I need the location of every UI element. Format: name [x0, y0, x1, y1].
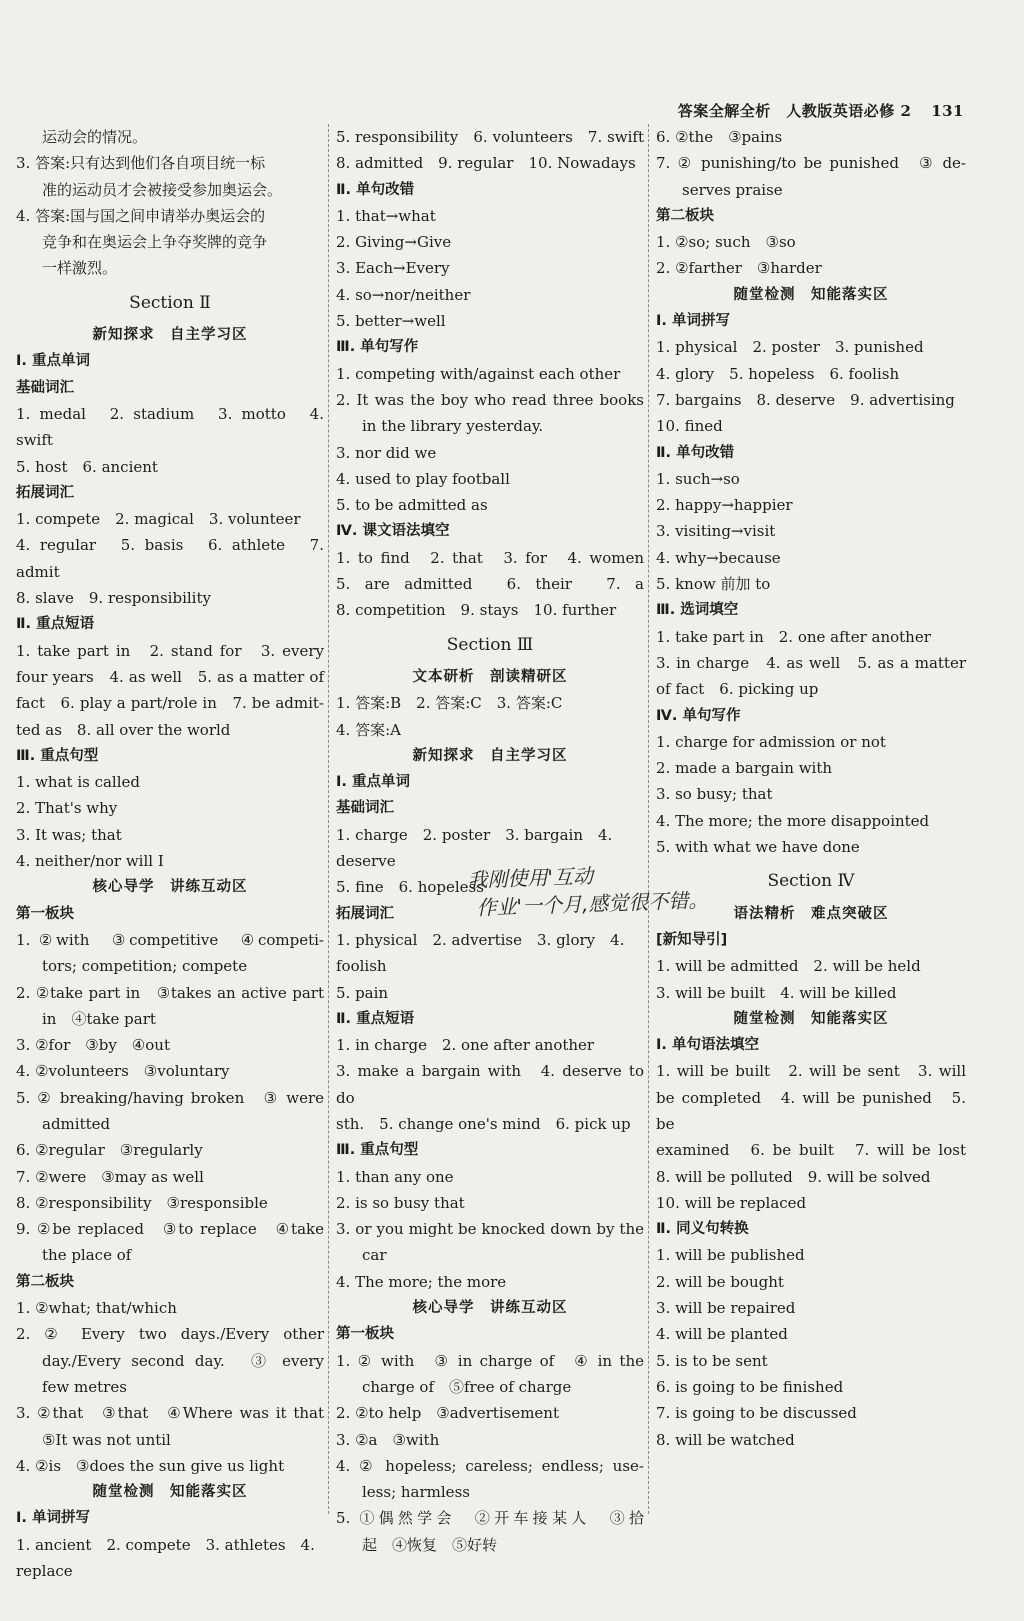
- subsection-heading: 基础词汇: [336, 800, 394, 817]
- answer-line: 1. in charge 2. one after another: [336, 1036, 595, 1055]
- answer-line: 4. ② hopeless; careless; endless; use-: [336, 1456, 644, 1475]
- answer-line: 5. ①偶然学会 ②开车接某人 ③拾: [336, 1509, 644, 1528]
- answer-line: 1. charge 2. poster 3. bargain 4. deserve: [336, 825, 613, 871]
- answer-line: 3. nor did we: [336, 443, 437, 462]
- subsection-heading: 第一板块: [16, 905, 74, 922]
- answer-line: 5. ② breaking/having broken ③ were: [16, 1088, 324, 1107]
- subsection-heading: Ⅲ. 重点句型: [16, 747, 99, 764]
- answer-line: 8. admitted 9. regular 10. Nowadays: [336, 154, 636, 173]
- answer-line: 1. 答案:B 2. 答案:C 3. 答案:C: [336, 694, 563, 713]
- answer-line: 5. know 前加 to: [656, 575, 771, 594]
- answer-line: 3. so busy; that: [656, 785, 773, 804]
- answer-line: ⑤It was not until: [42, 1430, 171, 1449]
- answer-line: 4. The more; the more disappointed: [656, 811, 930, 830]
- answer-line: 5. is to be sent: [656, 1351, 768, 1370]
- answer-line: 10. fined: [656, 417, 723, 436]
- subsection-heading: Ⅰ. 单词拼写: [16, 1510, 90, 1527]
- answer-line: 运动会的情况。: [42, 128, 148, 146]
- column-divider: [648, 124, 649, 1514]
- answer-line: 4. will be planted: [656, 1325, 788, 1344]
- answer-line: 3. ②for ③by ④out: [16, 1036, 170, 1055]
- answer-line: 3. ②that ③that ④Where was it that: [16, 1404, 324, 1423]
- answer-line: 5. to be admitted as: [336, 496, 488, 515]
- section-heading: 文本研析 剖读精研区: [412, 668, 568, 685]
- answer-line: 2. ②take part in ③takes an active part: [16, 983, 324, 1002]
- answer-line: 1. what is called: [16, 773, 140, 792]
- answer-line: ted as 8. all over the world: [16, 720, 231, 739]
- column-divider: [328, 124, 329, 1514]
- answer-line: 5. host 6. ancient: [16, 457, 158, 476]
- answer-line: 起 ④恢复 ⑤好转: [362, 1535, 498, 1554]
- answer-line: 1. competing with/against each other: [336, 364, 621, 383]
- subsection-heading: 第二板块: [656, 207, 714, 224]
- answer-line: 8. ②responsibility ③responsible: [16, 1193, 268, 1212]
- answer-line: admitted: [42, 1114, 111, 1133]
- answer-line: serves praise: [682, 180, 783, 199]
- section-heading: 随堂检测 知能落实区: [733, 1010, 889, 1027]
- answer-line: 1. ②so; such ③so: [656, 233, 796, 252]
- answer-line: 1. than any one: [336, 1167, 454, 1186]
- answer-line: charge of ⑤free of charge: [362, 1377, 572, 1396]
- answer-line: 1. medal 2. stadium 3. motto 4. swift: [16, 404, 324, 450]
- answer-line: 6. ②regular ③regularly: [16, 1141, 203, 1160]
- section-heading: 随堂检测 知能落实区: [733, 286, 889, 303]
- handwritten-line: 我刚使用'互动: [467, 863, 594, 893]
- answer-line: car: [362, 1246, 387, 1265]
- answer-line: be completed 4. will be punished 5. be: [656, 1088, 966, 1133]
- answer-line: 5. better→well: [336, 312, 446, 331]
- answer-line: 1. such→so: [656, 469, 740, 488]
- subsection-heading: [新知导引]: [656, 931, 728, 948]
- answer-line: 7. ② punishing/to be punished ③ de-: [656, 154, 966, 173]
- answer-line: 4. ②is ③does the sun give us light: [16, 1456, 285, 1475]
- answer-line: 2. ② Every two days./Every other: [16, 1325, 324, 1344]
- answer-line: 1. that→what: [336, 206, 436, 225]
- handwritten-line: 作业'一个月,感觉很不错。: [476, 887, 709, 920]
- answer-line: 8. slave 9. responsibility: [16, 589, 211, 608]
- answer-line: 1. physical 2. advertise 3. glory 4. foolish: [336, 930, 625, 976]
- answer-line: 10. will be replaced: [656, 1193, 807, 1212]
- answer-line: 1. take part in 2. one after another: [656, 627, 931, 646]
- answer-line: 4. 答案:国与国之间申请举办奥运会的: [16, 206, 266, 225]
- answer-line: 4. used to play football: [336, 469, 510, 488]
- answer-line: 2. is so busy that: [336, 1193, 465, 1212]
- answer-line: 2. will be bought: [656, 1272, 784, 1291]
- answer-line: 2. ②farther ③harder: [656, 259, 822, 278]
- answer-line: 2. happy→happier: [656, 496, 793, 515]
- subsection-heading: Ⅲ. 重点句型: [336, 1142, 419, 1159]
- section-heading: 核心导学 讲练互动区: [92, 879, 248, 896]
- answer-line: 8. will be watched: [656, 1430, 795, 1449]
- subsection-heading: 基础词汇: [16, 379, 74, 396]
- header-title: 答案全解全析 人教版英语必修 2: [677, 102, 912, 120]
- answer-line: 3. will be repaired: [656, 1299, 796, 1318]
- handwritten-note: [467, 858, 709, 922]
- section-heading: 随堂检测 知能落实区: [92, 1484, 248, 1501]
- answer-line: 4. glory 5. hopeless 6. foolish: [656, 364, 900, 383]
- answer-line: 2. ②to help ③advertisement: [336, 1404, 559, 1423]
- section-heading: 新知探求 自主学习区: [92, 327, 248, 344]
- answer-line: 3. will be built 4. will be killed: [656, 983, 897, 1002]
- answer-line: 5. with what we have done: [656, 838, 860, 857]
- subsection-heading: Ⅱ. 单句改错: [336, 181, 415, 198]
- answer-line: 3. make a bargain with 4. deserve to do: [336, 1062, 644, 1107]
- answer-line: 3. It was; that: [16, 825, 122, 844]
- answer-line: 5. pain: [336, 983, 389, 1002]
- answer-line: 1. take part in 2. stand for 3. every: [16, 641, 324, 660]
- answer-line: 1. ancient 2. compete 3. athletes 4. replace: [16, 1535, 315, 1581]
- answer-line: four years 4. as well 5. as a matter of: [16, 667, 324, 686]
- answer-line: 4. so→nor/neither: [336, 285, 471, 304]
- answer-line: sth. 5. change one's mind 6. pick up: [336, 1114, 631, 1133]
- subsection-heading: 第二板块: [16, 1273, 74, 1290]
- section-heading: 核心导学 讲练互动区: [412, 1300, 568, 1317]
- answer-line: 1. charge for admission or not: [656, 732, 886, 751]
- section-title: Section Ⅱ: [129, 292, 211, 313]
- subsection-heading: 拓展词汇: [336, 905, 394, 922]
- answer-column-1: [16, 124, 324, 1581]
- answer-column-3: [656, 124, 966, 1514]
- section-heading: 新知探求 自主学习区: [412, 747, 568, 764]
- subsection-heading: Ⅰ. 重点单词: [16, 353, 90, 370]
- subsection-heading: Ⅰ. 重点单词: [336, 774, 410, 791]
- answer-line: 3. Each→Every: [336, 259, 450, 278]
- answer-line: 1. to find 2. that 3. for 4. women: [336, 548, 644, 567]
- answer-line: 3. or you might be knocked down by the: [336, 1220, 644, 1239]
- answer-line: 4. neither/nor will I: [16, 852, 164, 871]
- page-header: [678, 100, 964, 121]
- answer-line: of fact 6. picking up: [656, 680, 819, 699]
- answer-line: 7. ②were ③may as well: [16, 1167, 204, 1186]
- answer-line: 1. ②what; that/which: [16, 1299, 177, 1318]
- subsection-heading: Ⅱ. 重点短语: [16, 616, 95, 633]
- answer-line: 2. made a bargain with: [656, 759, 833, 778]
- answer-line: 3. ②a ③with: [336, 1430, 440, 1449]
- answer-line: 8. will be polluted 9. will be solved: [656, 1167, 931, 1186]
- subsection-heading: Ⅰ. 单句语法填空: [656, 1037, 759, 1054]
- answer-line: tors; competition; compete: [42, 957, 248, 976]
- answer-line: less; harmless: [362, 1483, 470, 1502]
- subsection-heading: 第一板块: [336, 1326, 394, 1343]
- answer-line: the place of: [42, 1246, 132, 1265]
- answer-line: 3. visiting→visit: [656, 522, 776, 541]
- page-number: 131: [931, 102, 964, 120]
- answer-line: 1. will be published: [656, 1246, 805, 1265]
- answer-line: in ④take part: [42, 1009, 156, 1028]
- answer-line: in the library yesterday.: [362, 417, 544, 436]
- answer-line: 一样激烈。: [42, 259, 118, 278]
- answer-line: 4. The more; the more: [336, 1272, 507, 1291]
- subsection-heading: Ⅳ. 课文语法填空: [336, 523, 450, 540]
- answer-line: 1. physical 2. poster 3. punished: [656, 338, 924, 357]
- answer-line: 5. are admitted 6. their 7. a: [336, 575, 644, 594]
- answer-line: 竞争和在奥运会上争夺奖牌的竞争: [42, 233, 268, 252]
- answer-line: fact 6. play a part/role in 7. be admit-: [16, 694, 324, 713]
- answer-line: 1. will be admitted 2. will be held: [656, 957, 921, 976]
- subsection-heading: Ⅱ. 同义句转换: [656, 1221, 749, 1238]
- subsection-heading: Ⅱ. 重点短语: [336, 1010, 415, 1027]
- answer-line: 3. in charge 4. as well 5. as a matter: [656, 653, 966, 672]
- answer-line: 1. compete 2. magical 3. volunteer: [16, 510, 301, 529]
- answer-line: few metres: [42, 1377, 127, 1396]
- answer-line: 2. Giving→Give: [336, 233, 452, 252]
- answer-line: 9. ②be replaced ③to replace ④take: [16, 1220, 324, 1239]
- answer-line: 6. is going to be finished: [656, 1377, 844, 1396]
- answer-line: 5. fine 6. hopeless: [336, 878, 484, 897]
- answer-column-2: [336, 124, 644, 1554]
- answer-line: 5. responsibility 6. volunteers 7. swift: [336, 128, 644, 146]
- answer-line: 4. 答案:A: [336, 720, 401, 739]
- answer-line: 7. bargains 8. deserve 9. advertising: [656, 390, 955, 409]
- answer-line: 2. That's why: [16, 799, 118, 818]
- answer-line: 3. 答案:只有达到他们各自项目统一标: [16, 154, 266, 173]
- answer-line: 1. ②with ③competitive ④competi-: [16, 930, 324, 949]
- answer-line: 2. It was the boy who read three books: [336, 390, 644, 409]
- answer-line: 1. ② with ③ in charge of ④ in the: [336, 1351, 644, 1370]
- subsection-heading: Ⅲ. 选词填空: [656, 602, 739, 619]
- answer-line: 8. competition 9. stays 10. further: [336, 601, 617, 620]
- answer-line: 7. is going to be discussed: [656, 1404, 857, 1423]
- answer-line: 6. ②the ③pains: [656, 128, 783, 146]
- section-title: Section Ⅲ: [446, 634, 534, 655]
- section-title: Section Ⅳ: [767, 871, 855, 892]
- answer-line: 4. regular 5. basis 6. athlete 7. admit: [16, 536, 324, 581]
- subsection-heading: Ⅲ. 单句写作: [336, 339, 419, 356]
- subsection-heading: 拓展词汇: [16, 484, 74, 501]
- answer-line: 1. will be built 2. will be sent 3. will: [656, 1062, 966, 1081]
- subsection-heading: Ⅳ. 单句写作: [656, 707, 741, 724]
- answer-line: 4. ②volunteers ③voluntary: [16, 1062, 230, 1081]
- answer-line: 准的运动员才会被接受参加奥运会。: [42, 180, 283, 199]
- subsection-heading: Ⅰ. 单词拼写: [656, 313, 730, 330]
- answer-line: examined 6. be built 7. will be lost: [656, 1141, 966, 1160]
- subsection-heading: Ⅱ. 单句改错: [656, 444, 735, 461]
- section-heading: 语法精析 难点突破区: [733, 905, 889, 922]
- answer-line: day./Every second day. ③ every: [42, 1351, 324, 1370]
- answer-line: 4. why→because: [656, 548, 781, 567]
